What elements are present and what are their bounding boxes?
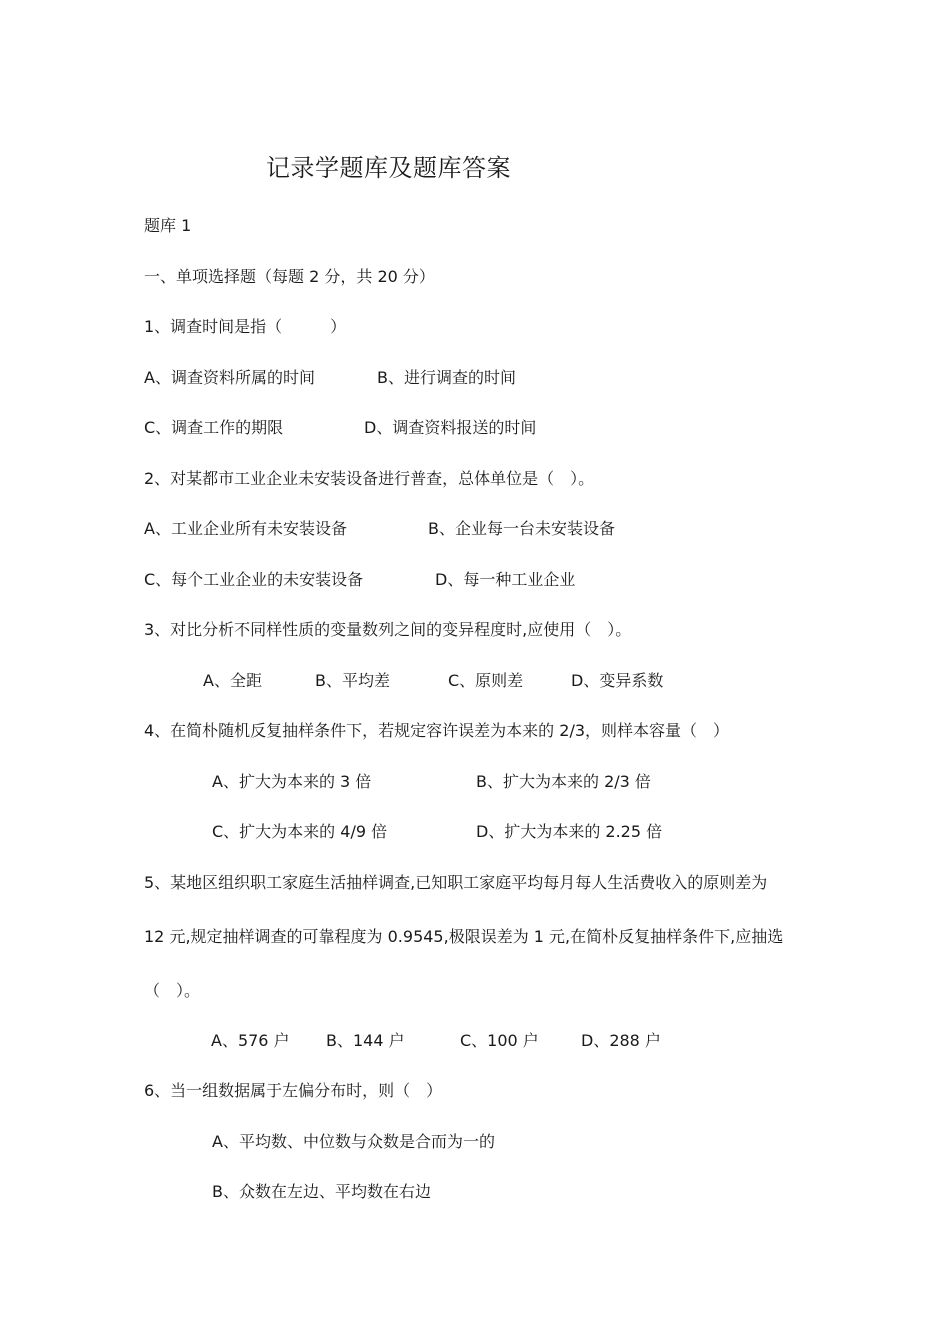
option-d: D、扩大为本来的 2.25 倍 [476, 822, 663, 841]
option-d: D、每一种工业企业 [435, 570, 576, 589]
question-stem-line: （ ）。 [144, 981, 201, 1000]
option-a: A、调查资料所属的时间 [144, 368, 315, 387]
option-b: B、企业每一台未安装设备 [428, 519, 615, 538]
question-stem: 4、在简朴随机反复抽样条件下，若规定容许误差为本来的 2/3，则样本容量（ ） [144, 721, 730, 740]
question-bank-heading: 题库 1 [144, 216, 192, 235]
question-stem: 3、对比分析不同样性质的变量数列之间的变异程度时,应使用（ ）。 [144, 620, 632, 639]
option-b: B、扩大为本来的 2/3 倍 [476, 772, 651, 791]
option-d: D、288 户 [581, 1031, 661, 1050]
option-d: D、变异系数 [571, 671, 664, 690]
question-stem-line: 5、某地区组织职工家庭生活抽样调查,已知职工家庭平均每月每人生活费收入的原则差为 [144, 873, 768, 892]
section-heading: 一、单项选择题（每题 2 分，共 20 分） [144, 267, 435, 286]
question-stem: 2、对某都市工业企业未安装设备进行普查，总体单位是（ ）。 [144, 469, 595, 488]
option-b: B、144 户 [326, 1031, 405, 1050]
option-b: B、众数在左边、平均数在右边 [212, 1182, 431, 1201]
option-c: C、原则差 [448, 671, 524, 690]
option-b: B、平均差 [315, 671, 390, 690]
option-a: A、扩大为本来的 3 倍 [212, 772, 372, 791]
document-title: 记录学题库及题库答案 [266, 154, 511, 183]
question-stem: 6、当一组数据属于左偏分布时，则（ ） [144, 1081, 443, 1100]
question-stem-line: 12 元,规定抽样调查的可靠程度为 0.9545,极限误差为 1 元,在简朴反复抽样条件下,应抽选 [144, 927, 784, 946]
option-c: C、每个工业企业的未安装设备 [144, 570, 364, 589]
option-b: B、进行调查的时间 [377, 368, 516, 387]
option-c: C、扩大为本来的 4/9 倍 [212, 822, 388, 841]
question-stem: 1、调查时间是指（ ） [144, 317, 347, 336]
option-c: C、100 户 [460, 1031, 539, 1050]
option-a: A、576 户 [211, 1031, 290, 1050]
option-d: D、调查资料报送的时间 [364, 418, 537, 437]
option-a: A、全距 [203, 671, 262, 690]
option-a: A、工业企业所有未安装设备 [144, 519, 347, 538]
option-c: C、调查工作的期限 [144, 418, 284, 437]
option-a: A、平均数、中位数与众数是合而为一的 [212, 1132, 495, 1151]
